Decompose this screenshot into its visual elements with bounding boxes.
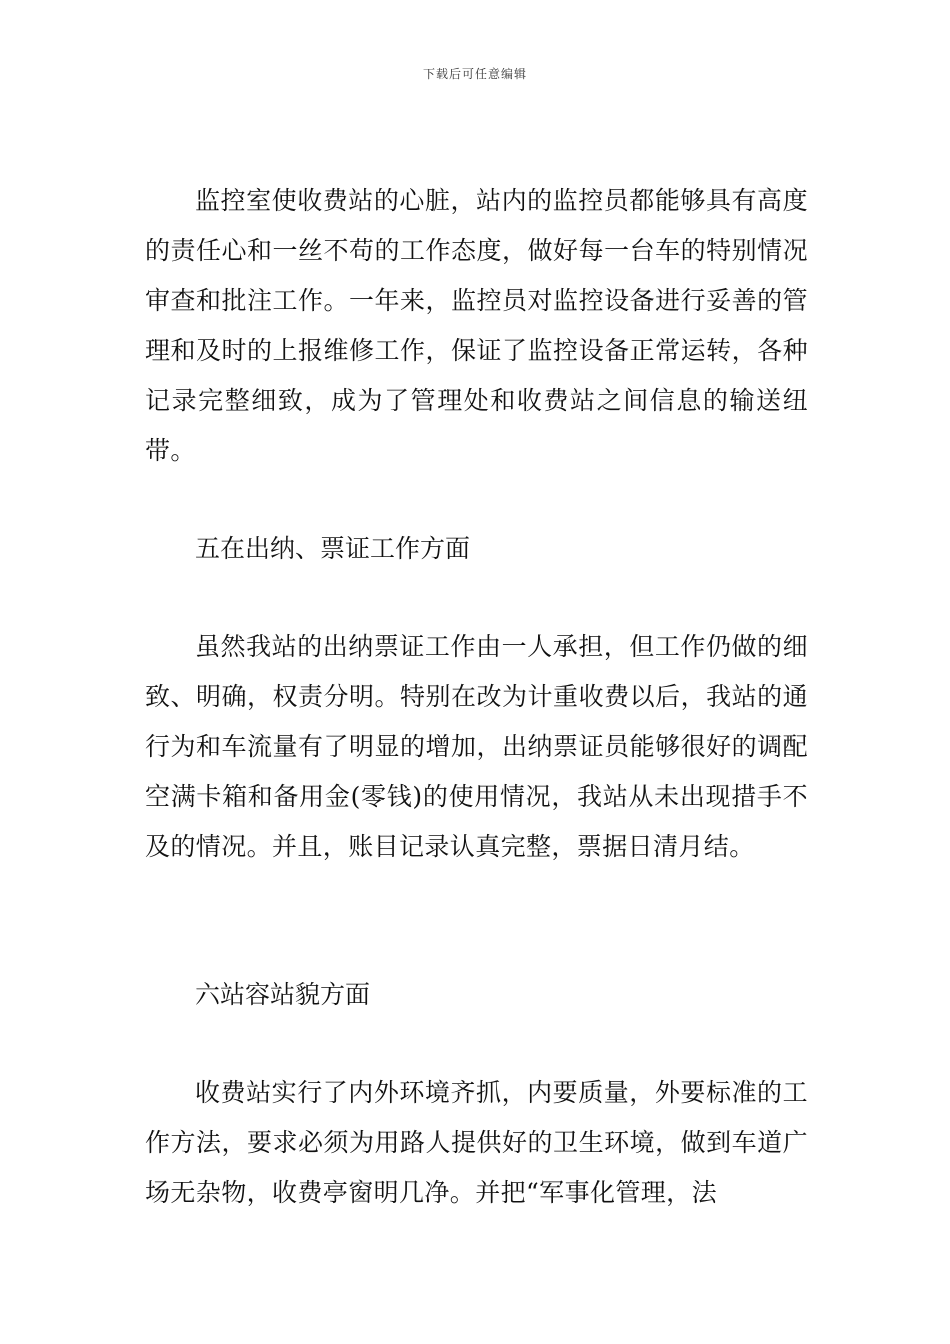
paragraph-appearance: 收费站实行了内外环境齐抓，内要质量，外要标准的工作方法，要求必须为用路人提供好的卫生环境，做到车道广场无杂物，收费亭窗明几净。并把“军事化管理，法	[145, 1078, 808, 1207]
paragraph-cashier: 虽然我站的出纳票证工作由一人承担，但工作仍做的细致、明确，权责分明。特别在改为计重收费以后，我站的通行为和车流量有了明显的增加，出纳票证员能够很好的调配空满卡箱和备用金(零钱)的使用情况，我站从未出现措手不及的情况。并且，账目记录认真完整，票据日清月结。	[145, 632, 808, 861]
section-heading-appearance: 六站容站貌方面	[195, 980, 371, 1009]
header-note: 下载后可任意编辑	[422, 67, 527, 81]
paragraph-monitoring-room: 监控室使收费站的心脏，站内的监控员都能够具有高度的责任心和一丝不苟的工作态度，做好每一台车的特别情况审查和批注工作。一年来，监控员对监控设备进行妥善的管理和及时的上报维修工作，保证了监控设备正常运转，各种记录完整细致，成为了管理处和收费站之间信息的输送纽带。	[145, 186, 808, 465]
section-heading-cashier: 五在出纳、票证工作方面	[195, 534, 471, 563]
